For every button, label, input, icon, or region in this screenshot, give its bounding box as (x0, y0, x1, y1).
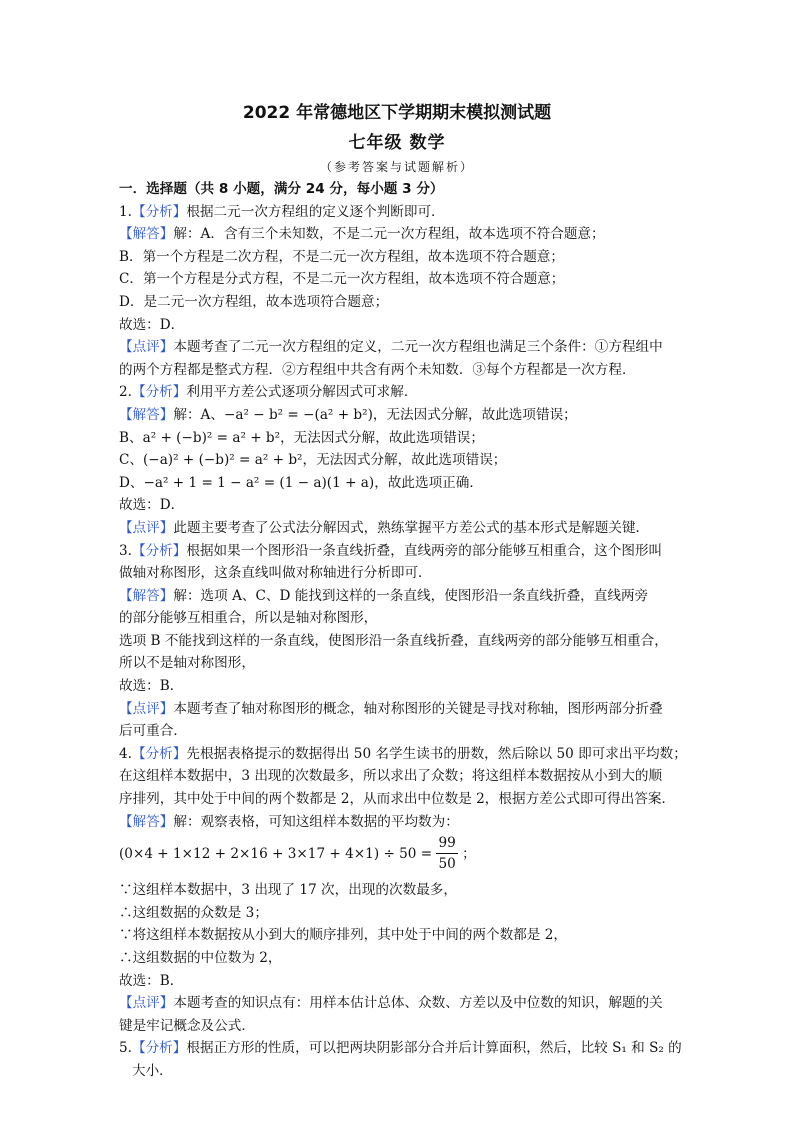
line-text: 序排列，其中处于中间的两个数都是 2，从而求出中位数是 2，根据方差公式即可得出答案． (119, 791, 676, 808)
text-line (119, 698, 679, 721)
line-text: 的部分能够互相重合，所以是轴对称图形， (119, 610, 378, 627)
text-line (119, 607, 679, 630)
line-text: 根据二元一次方程组的定义逐个判断即可． (186, 203, 445, 220)
question-number: 2. (119, 384, 132, 401)
section-tag: 【分析】 (131, 745, 187, 762)
section-tag: 【点评】 (119, 519, 174, 536)
line-text: 的两个方程都是整式方程．②方程组中共含有两个未知数．③每个方程都是一次方程． (119, 361, 636, 378)
section-tag: 【分析】 (131, 203, 187, 220)
section-tag: 【分析】 (131, 384, 187, 401)
formula-tail: ； (462, 846, 476, 863)
line-text: C、(−a)² + (−b)² = a² + b²，无法因式分解，故此选项错误； (119, 452, 507, 469)
section-tag: 【分析】 (131, 1040, 187, 1057)
line-text: ∴这组数据的中位数为 2， (119, 950, 282, 966)
line-text: B．第一个方程是二次方程，不是二元一次方程组，故本选项不符合题意； (119, 248, 564, 265)
text-line (119, 336, 679, 359)
section-tag: 【解答】 (119, 226, 174, 243)
text-line (119, 268, 679, 291)
question-number: 1. (119, 203, 132, 220)
line-text: 本题考查了二元一次方程组的定义，二元一次方程组也满足三个条件：①方程组中 (173, 339, 663, 356)
section-tag: 【解答】 (119, 587, 174, 604)
text-line (119, 246, 679, 269)
text-line (119, 879, 679, 902)
fraction-numerator: 99 (436, 833, 458, 854)
text-line (119, 472, 679, 495)
line-text: 选项 B 不能找到这样的一条直线，使图形沿一条直线折叠，直线两旁的部分能够互相重合， (119, 632, 668, 649)
text-line (119, 1060, 679, 1083)
section-tag: 【点评】 (119, 700, 174, 717)
line-text: 做轴对称图形，这条直线叫做对称轴进行分析即可． (119, 565, 432, 582)
line-text: ∴这组数据的众数是 3； (119, 904, 268, 921)
section-tag: 【分析】 (131, 542, 187, 559)
line-text: 键是牢记概念及公式． (119, 1017, 255, 1034)
line-text: 大小． (132, 1062, 173, 1079)
document-subtitle: 七年级 数学 (348, 133, 446, 153)
line-text: 根据如果一个图形沿一条直线折叠，直线两旁的部分能够互相重合，这个图形叫 (186, 542, 663, 559)
line-text: D．是二元一次方程组，故本选项符合题意； (119, 293, 389, 310)
text-line (119, 720, 679, 743)
line-text: 根据正方形的性质，可以把两块阴影部分合并后计算面积，然后，比较 S₁ 和 S₂ 的 (186, 1040, 682, 1057)
document-title: 2022 年常德地区下学期期末模拟测试题 (242, 103, 552, 123)
text-line (119, 427, 679, 450)
text-line (119, 970, 679, 993)
text-line (119, 359, 679, 382)
text-line (119, 675, 679, 698)
text-line (119, 291, 679, 314)
formula-line (119, 833, 679, 879)
text-line (119, 404, 679, 427)
section-tag: 【点评】 (119, 995, 174, 1012)
line-text: 本题考查的知识点有：用样本估计总体、众数、方差以及中位数的知识，解题的关 (173, 995, 663, 1012)
line-text: B、a² + (−b)² = a² + b²，无法因式分解，故此选项错误； (119, 429, 484, 446)
line-text: 一．选择题（共 8 小题，满分 24 分，每小题 3 分） (119, 181, 444, 197)
text-line (119, 494, 679, 517)
line-text: 在这组样本数据中，3 出现的次数最多，所以求出了众数；将这组样本数据按从小到大的顺 (119, 768, 663, 785)
line-text: 故选：D． (119, 316, 185, 333)
line-text: 本题考查了轴对称图形的概念，轴对称图形的关键是寻找对称轴，图形两部分折叠 (173, 700, 663, 717)
line-text: 此题主要考查了公式法分解因式，熟练掌握平方差公式的基本形式是解题关键． (173, 519, 650, 536)
formula-text: (0×4 + 1×12 + 2×16 + 3×17 + 4×1) ÷ 50 = (119, 846, 433, 863)
line-text: 故选：B． (119, 678, 184, 695)
line-text: ∵将这组样本数据按从小到大的顺序排列，其中处于中间的两个数都是 2， (119, 927, 567, 944)
line-text: 解：观察表格，可知这组样本数据的平均数为： (173, 813, 459, 830)
section-tag: 【解答】 (119, 406, 174, 423)
line-text: 后可重合． (119, 723, 187, 740)
question-number: 4. (119, 745, 132, 762)
text-line (119, 947, 679, 970)
question-number: 3. (119, 542, 132, 559)
text-line (119, 992, 679, 1015)
line-text: 故选：D． (119, 497, 185, 514)
line-text: C．第一个方程是分式方程，不是二元一次方程组，故本选项不符合题意； (119, 271, 565, 288)
line-text: 故选：B． (119, 972, 184, 989)
text-line (119, 314, 679, 337)
line-text: 解：A．含有三个未知数，不是二元一次方程组，故本选项不符合题意； (173, 226, 605, 243)
text-line (119, 1015, 679, 1038)
text-line (119, 652, 679, 675)
text-line (119, 585, 679, 608)
answer-content (119, 178, 687, 1083)
section-tag: 【点评】 (119, 339, 174, 356)
text-line (119, 630, 679, 653)
line-text: 利用平方差公式逐项分解因式可求解． (186, 384, 418, 401)
document-note: （参考答案与试题解析） (319, 160, 474, 174)
text-line (119, 1037, 682, 1060)
text-line (119, 902, 679, 925)
text-line (119, 449, 679, 472)
text-line (119, 788, 679, 811)
line-text: ∵这组样本数据中，3 出现了 17 次，出现的次数最多， (119, 882, 457, 899)
text-line (119, 517, 679, 540)
line-text: 所以不是轴对称图形， (119, 655, 255, 672)
text-line (119, 811, 679, 834)
text-line (119, 743, 687, 766)
section-tag: 【解答】 (119, 813, 174, 830)
text-line (119, 381, 679, 404)
line-text: 先根据表格提示的数据得出 50 名学生读书的册数，然后除以 50 即可求出平均数； (186, 745, 687, 762)
text-line (119, 924, 679, 947)
line-text: 解：选项 A、C、D 能找到这样的一条直线，使图形沿一条直线折叠，直线两旁 (173, 587, 649, 604)
text-line (119, 201, 679, 224)
text-line (119, 540, 679, 563)
fraction-denominator: 50 (438, 856, 456, 873)
line-text: 解：A、−a² − b² = −(a² + b²)，无法因式分解，故此选项错误； (173, 406, 577, 423)
line-text: D、−a² + 1 = 1 − a² = (1 − a)(1 + a)，故此选项正确． (119, 474, 483, 491)
text-line (119, 223, 679, 246)
text-line (119, 765, 679, 788)
question-number: 5. (119, 1040, 132, 1057)
section-heading (119, 178, 679, 201)
text-line (119, 562, 679, 585)
fraction (436, 833, 458, 874)
